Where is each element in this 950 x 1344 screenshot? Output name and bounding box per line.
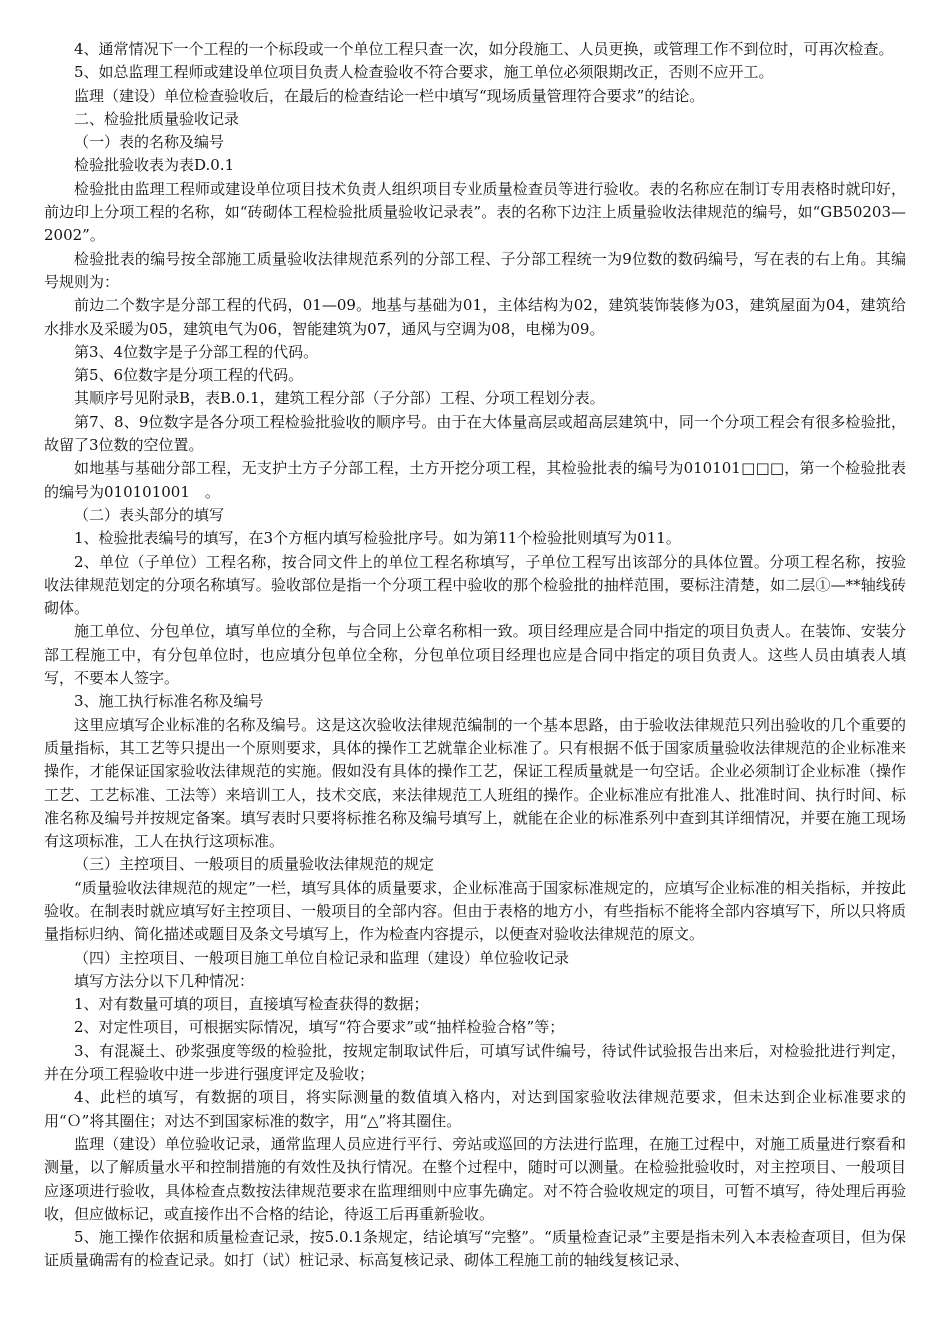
paragraph: 5、施工操作依据和质量检查记录，按5.0.1条规定，结论填写“完整”。“质量检查记录”主要是指未列入本表检查项目，但为保证质量确需有的检查记录。如打（试）桩记录、标高复核记录、砌体工程施工前的轴线复核记录、	[44, 1228, 906, 1270]
paragraph: 检验批由监理工程师或建设单位项目技术负责人组织项目专业质量检查员等进行验收。表的名称应在制订专用表格时就印好，前边印上分项工程的名称，如“砖砌体工程检验批质量验收记录表”。表的名称下边注上质量验收法律规范的编号，如“GB50203—2002”。	[44, 179, 906, 245]
paragraph: 1、检验批表编号的填写，在3个方框内填写检验批序号。如为第11个检验批则填写为011。	[74, 529, 681, 548]
paragraph: 这里应填写企业标准的名称及编号。这是这次验收法律规范编制的一个基本思路，由于验收法律规范只列出验收的几个重要的质量指标，其工艺等只提出一个原则要求，具体的操作工艺就靠企业标准了。只有根据不低于国家质量验收法律规范的企业标准来操作，才能保证国家验收法律规范的实施。假如没有具体的操作工艺，保证工程质量就是一句空话。企业必须制订企业标准（操作工艺、工艺标准、工法等）来培训工人，技术交底，来法律规范工人班组的操作。企业标准应有批准人、批准时间、执行时间、标准名称及编号并按规定备案。填写表时只要将标推名称及编号填写上，就能在企业的标准系列中查到其详细情况，并要在施工现场有这项标准，工人在执行这项标准。	[44, 715, 906, 851]
paragraph: 其顺序号见附录B，表B.0.1，建筑工程分部（子分部）工程、分项工程划分表。	[74, 389, 605, 408]
paragraph: 2、单位（子单位）工程名称，按合同文件上的单位工程名称填写，子单位工程写出该部分的具体位置。分项工程名称，按验收法律规范划定的分项名称填写。验收部位是指一个分项工程中验收的那个检验批的抽样范围，要标注清楚，如二层①—**轴线砖砌体。	[44, 552, 906, 618]
paragraph: 3、有混凝土、砂浆强度等级的检验批，按规定制取试件后，可填写试件编号，待试件试验报告出来后，对检验批进行判定，并在分项工程验收中进一步进行强度评定及验收；	[44, 1041, 906, 1084]
section-heading: 二、检验批质量验收记录	[74, 109, 240, 128]
paragraph: 5、如总监理工程师或建设单位项目负责人检查验收不符合要求，施工单位必须限期改正，否则不应开工。	[74, 63, 774, 82]
paragraph: 3、施工执行标准名称及编号	[74, 692, 264, 711]
paragraph: 填写方法分以下几种情况：	[74, 971, 255, 990]
paragraph: 第7、8、9位数字是各分项工程检验批验收的顺序号。由于在大体量高层或超高层建筑中，同一个分项工程会有很多检验批，故留了3位数的空位置。	[44, 412, 906, 455]
paragraph: 监理（建设）单位验收记录，通常监理人员应进行平行、旁站或巡回的方法进行监理，在施工过程中，对施工质量进行察看和测量，以了解质量水平和控制措施的有效性及执行情况。在整个过程中，随时可以测量。在检验批验收时，对主控项目、一般项目应逐项进行验收，具体检查点数按法律规范要求在监理细则中应事先确定。对不符合验收规定的项目，可暂不填写，待处理后再验收，但应做标记，或直接作出不合格的结论，待返工后再重新验收。	[44, 1134, 906, 1223]
paragraph: 4、通常情况下一个工程的一个标段或一个单位工程只查一次，如分段施工、人员更换，或管理工作不到位时，可再次检查。	[74, 40, 894, 58]
paragraph: 1、对有数量可填的项目，直接填写检查获得的数据；	[74, 995, 429, 1014]
subsection-heading: （一）表的名称及编号	[74, 133, 225, 152]
subsection-heading: （三）主控项目、一般项目的质量验收法律规范的规定	[74, 855, 435, 874]
paragraph: 第5、6位数字是分项工程的代码。	[74, 366, 304, 385]
paragraph: 如地基与基础分部工程，无支护土方子分部工程，土方开挖分项工程，其检验批表的编号为010101□□□，第一个检验批表的编号为010101001 。	[44, 459, 906, 501]
paragraph: 监理（建设）单位检查验收后，在最后的检查结论一栏中填写“现场质量管理符合要求”的结论。	[74, 86, 705, 105]
paragraph: 检验批验收表为表D.0.1	[74, 156, 235, 175]
paragraph: 前边二个数字是分部工程的代码，01—09。地基与基础为01，主体结构为02，建筑装饰装修为03，建筑屋面为04，建筑给水排水及采暖为05，建筑电气为06，智能建筑为07，通风与空调为08，电梯为09。	[44, 296, 906, 338]
paragraph: 施工单位、分包单位，填写单位的全称，与合同上公章名称相一致。项目经理应是合同中指定的项目负责人。在装饰、安装分部工程施工中，有分包单位时，也应填分包单位全称，分包单位项目经理也应是合同中指定的项目负责人。这些人员由填表人填写，不要本人签字。	[44, 622, 906, 688]
paragraph: 第3、4位数字是子分部工程的代码。	[74, 342, 319, 361]
subsection-heading: （四）主控项目、一般项目施工单位自检记录和监理（建设）单位验收记录	[74, 948, 570, 967]
paragraph: 4、此栏的填写，有数据的项目，将实际测量的数值填入格内，对达到国家验收法律规范要求，但未达到企业标准要求的用“Ｏ”将其圈住；对达不到国家标准的数字，用“△”将其圈住。	[44, 1088, 906, 1130]
subsection-heading: （二）表头部分的填写	[74, 505, 225, 524]
paragraph: “质量验收法律规范的规定”一栏，填写具体的质量要求，企业标准高于国家标准规定的，应填写企业标准的相关指标，并按此验收。在制表时就应填写好主控项目、一般项目的全部内容。但由于表格的地方小，有些指标不能将全部内容填写下，所以只将质量指标归纳、简化描述或题目及条文号填写上，作为检查内容提示，以便查对验收法律规范的原文。	[44, 878, 906, 944]
paragraph: 2、对定性项目，可根据实际情况，填写“符合要求”或“抽样检验合格”等；	[74, 1018, 565, 1037]
paragraph: 检验批表的编号按全部施工质量验收法律规范系列的分部工程、子分部工程统一为9位数的数码编号，写在表的右上角。其编号规则为：	[44, 249, 906, 291]
